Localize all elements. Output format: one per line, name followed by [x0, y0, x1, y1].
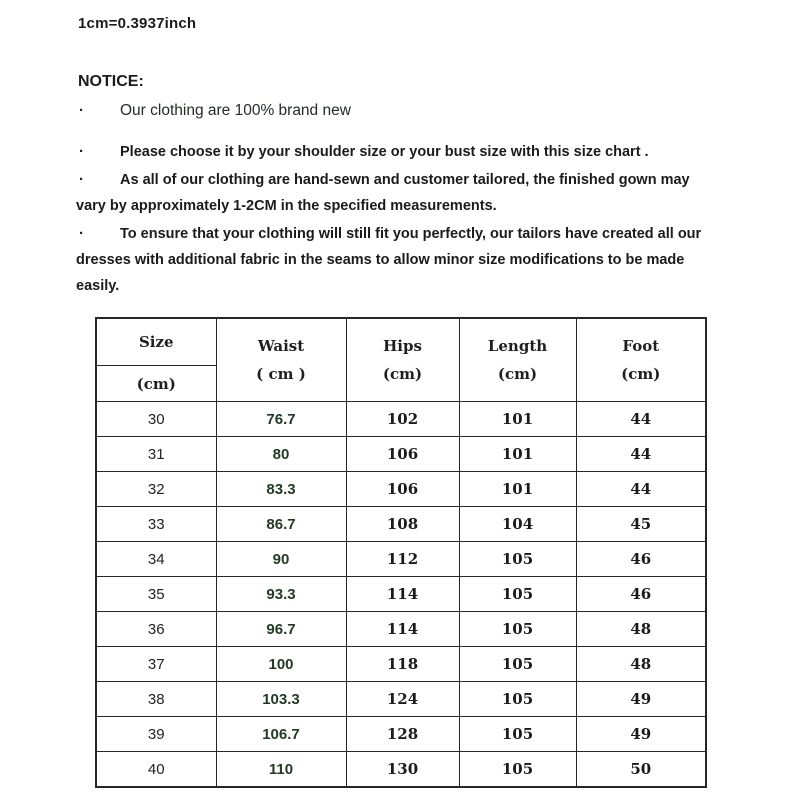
column-header-waist-label: Waist	[257, 337, 305, 355]
notice-bullet	[76, 221, 718, 299]
table-cell: 33	[96, 507, 216, 542]
bullet-dot-icon: ·	[79, 102, 84, 119]
table-cell: 76.7	[216, 402, 346, 437]
notice-list	[76, 98, 718, 301]
table-cell: 48	[576, 612, 706, 647]
table-row	[96, 647, 706, 682]
table-cell: 40	[96, 752, 216, 788]
column-header-hips	[346, 318, 459, 402]
table-cell: 108	[346, 507, 459, 542]
table-cell: 118	[346, 647, 459, 682]
column-header-foot-unit: (cm)	[621, 365, 661, 383]
table-cell: 106.7	[216, 717, 346, 752]
table-row	[96, 507, 706, 542]
table-row	[96, 472, 706, 507]
table-cell: 106	[346, 437, 459, 472]
table-cell: 105	[459, 682, 576, 717]
table-cell: 31	[96, 437, 216, 472]
column-header-length-unit: (cm)	[497, 365, 538, 383]
table-cell: 104	[459, 507, 576, 542]
table-cell: 30	[96, 402, 216, 437]
table-cell: 86.7	[216, 507, 346, 542]
column-header-size: Size	[96, 318, 216, 366]
column-header-foot	[576, 318, 706, 402]
table-cell: 37	[96, 647, 216, 682]
table-cell: 83.3	[216, 472, 346, 507]
table-cell: 106	[346, 472, 459, 507]
notice-bullet	[76, 98, 718, 124]
bullet-dot-icon: ·	[79, 143, 84, 160]
table-cell: 110	[216, 752, 346, 788]
table-cell: 50	[576, 752, 706, 788]
notice-bullet-text: Please choose it by your shoulder size or your bust size with this size chart .	[120, 144, 649, 160]
table-cell: 101	[459, 472, 576, 507]
table-row	[96, 577, 706, 612]
table-cell: 101	[459, 437, 576, 472]
table-row	[96, 682, 706, 717]
table-cell: 102	[346, 402, 459, 437]
table-cell: 105	[459, 612, 576, 647]
table-cell: 112	[346, 542, 459, 577]
notice-title: NOTICE:	[78, 73, 144, 90]
column-header-size-unit: (cm)	[96, 366, 216, 402]
column-header-length	[459, 318, 576, 402]
table-cell: 93.3	[216, 577, 346, 612]
column-header-waist	[216, 318, 346, 402]
table-cell: 49	[576, 682, 706, 717]
bullet-dot-icon: ·	[79, 171, 84, 188]
table-cell: 96.7	[216, 612, 346, 647]
table-cell: 100	[216, 647, 346, 682]
table-row	[96, 612, 706, 647]
table-cell: 128	[346, 717, 459, 752]
column-header-hips-unit: (cm)	[382, 365, 423, 383]
table-cell: 114	[346, 612, 459, 647]
column-header-waist-unit: ( cm )	[256, 365, 306, 383]
table-row	[96, 402, 706, 437]
bullet-dot-icon: ·	[79, 225, 84, 242]
table-cell: 44	[576, 402, 706, 437]
table-cell: 105	[459, 542, 576, 577]
column-header-foot-label: Foot	[622, 337, 660, 355]
table-cell: 130	[346, 752, 459, 788]
table-cell: 105	[459, 752, 576, 788]
table-cell: 101	[459, 402, 576, 437]
table-cell: 48	[576, 647, 706, 682]
table-cell: 105	[459, 717, 576, 752]
column-header-length-label: Length	[487, 337, 548, 355]
table-row	[96, 752, 706, 788]
notice-bullet-text: To ensure that your clothing will still fit you perfectly, our tailors have created all our dresses with additional fabric in the seams to allow minor size modifications to be made easily.	[76, 226, 702, 294]
table-cell: 45	[576, 507, 706, 542]
table-cell: 105	[459, 577, 576, 612]
table-cell: 36	[96, 612, 216, 647]
table-cell: 39	[96, 717, 216, 752]
notice-bullet-text: Our clothing are 100% brand new	[120, 102, 351, 119]
table-cell: 34	[96, 542, 216, 577]
table-cell: 124	[346, 682, 459, 717]
table-cell: 49	[576, 717, 706, 752]
notice-bullet	[76, 139, 718, 165]
table-row	[96, 437, 706, 472]
table-cell: 44	[576, 437, 706, 472]
table-cell: 38	[96, 682, 216, 717]
table-cell: 114	[346, 577, 459, 612]
table-cell: 46	[576, 577, 706, 612]
table-cell: 80	[216, 437, 346, 472]
table-cell: 35	[96, 577, 216, 612]
notice-bullet	[76, 167, 718, 219]
table-cell: 46	[576, 542, 706, 577]
table-cell: 44	[576, 472, 706, 507]
conversion-note: 1cm=0.3937inch	[78, 15, 197, 32]
notice-bullet-text: As all of our clothing are hand-sewn and customer tailored, the finished gown may vary by approximately 1-2CM in the specified measurements.	[76, 172, 690, 214]
table-row	[96, 542, 706, 577]
column-header-hips-label: Hips	[383, 337, 422, 355]
table-cell: 103.3	[216, 682, 346, 717]
table-cell: 105	[459, 647, 576, 682]
table-row	[96, 717, 706, 752]
table-cell: 32	[96, 472, 216, 507]
size-chart-table	[95, 317, 707, 788]
table-cell: 90	[216, 542, 346, 577]
